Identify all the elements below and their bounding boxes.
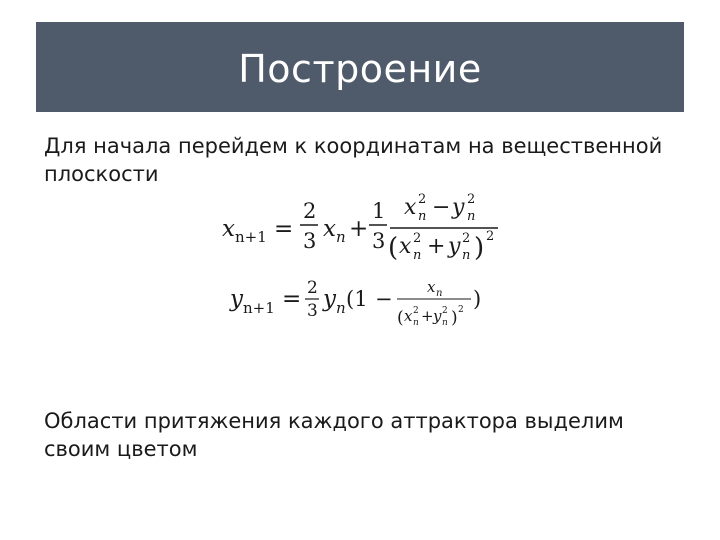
f1-den-lparen: (: [388, 233, 399, 263]
f1-den-x-sup: 2: [413, 231, 422, 246]
f2-inner-den-sup: 2: [458, 305, 464, 315]
f2-inner-den-rparen: ): [451, 308, 458, 328]
outro-text: Области притяжения каждого аттрактора выделим своим цветом: [44, 409, 624, 461]
f1-den-y-sup: 2: [462, 231, 471, 246]
f1-num-x-sub: n: [418, 209, 427, 224]
f1-num-x-sup: 2: [418, 192, 427, 207]
f1-frac2-den: 3: [372, 229, 386, 253]
f2-inner-den-plus: +: [421, 307, 434, 325]
f1-den-rparen: ): [474, 233, 485, 263]
f1-den-y: y: [448, 234, 461, 259]
f2-inner-num-var: x: [427, 278, 436, 296]
f2-inner-den-lparen: (: [397, 308, 404, 328]
f1-den-x: x: [399, 234, 412, 259]
f1-lhs-sub: n+1: [235, 228, 267, 246]
f2-frac-den: 3: [307, 301, 318, 321]
f1-frac1-num: 2: [303, 199, 317, 223]
f2-lhs-var: y: [230, 286, 243, 312]
f1-term-sub: n: [336, 228, 346, 246]
f1-plus: +: [349, 216, 369, 242]
f1-num-y-sub: n: [467, 209, 476, 224]
f2-inner-den-y-sub: n: [442, 318, 448, 328]
intro-text: Для начала перейдем к координатам на вещественной плоскости: [44, 134, 663, 186]
f1-num-y-sup: 2: [467, 192, 476, 207]
f2-term-var: y: [323, 286, 336, 312]
f1-lhs-var: x: [222, 216, 235, 242]
f2-inner-den-x-sub: n: [413, 318, 419, 328]
f1-num-y: y: [452, 195, 465, 220]
f2-inner-num-sub: n: [436, 288, 443, 299]
f1-den-x-sub: n: [413, 248, 422, 263]
f2-term-sub: n: [336, 299, 346, 317]
f1-den-y-sub: n: [462, 248, 471, 263]
f2-rparen: ): [473, 287, 482, 311]
f2-inner-den-x: x: [404, 307, 413, 325]
f2-frac-num: 2: [307, 278, 318, 298]
f2-inner-den-y-sup: 2: [442, 306, 448, 316]
f2-inner-den-y: y: [433, 307, 442, 325]
f2-lhs-sub: n+1: [243, 299, 275, 317]
f1-num-minus: −: [432, 195, 451, 220]
f2-eq: =: [282, 286, 302, 312]
f1-frac2-num: 1: [372, 199, 386, 223]
f1-den-plus: +: [427, 234, 446, 259]
f1-frac1-den: 3: [303, 229, 317, 253]
slide-title: Построение: [238, 47, 482, 91]
f1-eq: =: [274, 216, 294, 242]
f2-lparen: (1: [346, 287, 368, 311]
f1-den-outer-sup: 2: [486, 229, 495, 244]
f1-term-var: x: [323, 216, 336, 242]
f1-num-x: x: [404, 195, 417, 220]
f2-inner-den-x-sup: 2: [413, 306, 419, 316]
f2-minus: −: [375, 287, 393, 311]
